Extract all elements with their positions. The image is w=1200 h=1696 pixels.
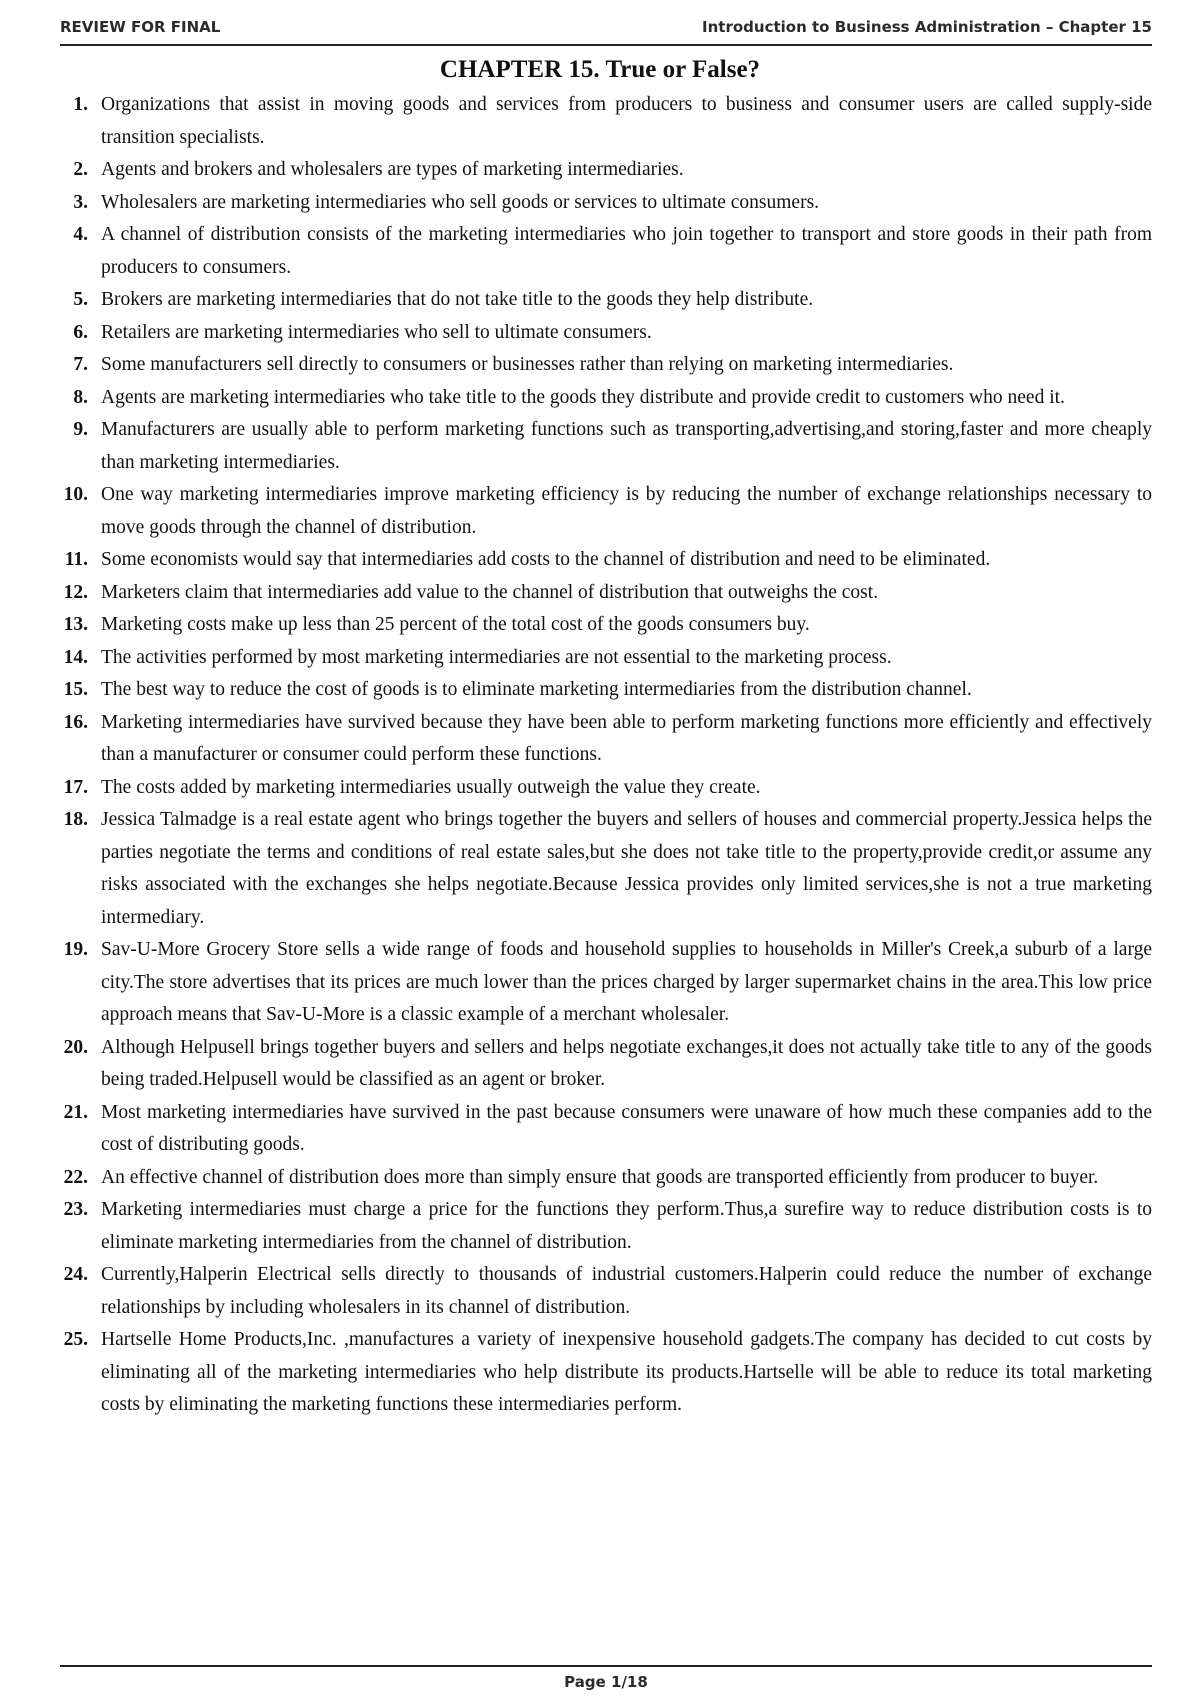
question-text: Currently,Halperin Electrical sells directly to thousands of industrial customers.Halperin could reduce the number of exchange relationships by including wholesalers in its channel of distribution.: [101, 1264, 1152, 1318]
question-text: Some manufacturers sell directly to consumers or businesses rather than relying on marketing intermediaries.: [101, 354, 954, 375]
question-number: 1.: [73, 94, 88, 115]
question-item: [50, 479, 1152, 544]
question-number: 12.: [63, 581, 88, 603]
question-item: [50, 414, 1152, 479]
question-text: A channel of distribution consists of the marketing intermediaries who join together to transport and store goods in their path from producers to consumers.: [101, 224, 1152, 278]
question-number: 22.: [63, 1166, 88, 1188]
question-item: [50, 154, 1152, 187]
question-text: Some economists would say that intermediaries add costs to the channel of distribution and need to be eliminated.: [101, 549, 991, 570]
question-item: [50, 187, 1152, 220]
question-number: 8.: [73, 386, 88, 408]
page-footer: [60, 1665, 1152, 1691]
question-item: [50, 219, 1152, 284]
page-header: [60, 16, 1152, 46]
header-right-text: Introduction to Business Administration – Chapter 15: [702, 18, 1152, 36]
question-item: [50, 89, 1152, 154]
question-number: 5.: [73, 289, 88, 310]
question-number: 18.: [63, 809, 88, 830]
question-text: An effective channel of distribution does more than simply ensure that goods are transported efficiently from producer to buyer.: [101, 1166, 1099, 1188]
question-text: One way marketing intermediaries improve marketing efficiency is by reducing the number of exchange relationships necessary to move goods through the channel of distribution.: [101, 484, 1152, 538]
question-item: [50, 934, 1152, 1032]
question-list: [50, 89, 1152, 1422]
question-text: Brokers are marketing intermediaries that do not take title to the goods they help distribute.: [101, 289, 814, 310]
question-number: 14.: [63, 646, 88, 668]
question-item: [50, 317, 1152, 350]
question-number: 17.: [63, 776, 88, 798]
question-text: The best way to reduce the cost of goods is to eliminate marketing intermediaries from the distribution channel.: [101, 679, 972, 700]
question-text: The costs added by marketing intermediaries usually outweigh the value they create.: [101, 776, 761, 798]
chapter-title: CHAPTER 15. True or False?: [439, 56, 761, 83]
question-text: Jessica Talmadge is a real estate agent who brings together the buyers and sellers of houses and commercial property.Jessica helps the parties negotiate the terms and conditions of real estate sales,but she does not take title to the property,provide credit,or assume any risks associated with the exchanges she helps negotiate.Because Jessica provides only limited services,she is not a true marketing intermediary.: [101, 809, 1152, 928]
question-item: [50, 1324, 1152, 1422]
question-item: [50, 1194, 1152, 1259]
question-text: Sav-U-More Grocery Store sells a wide range of foods and household supplies to households in Miller's Creek,a suburb of a large city.The store advertises that its prices are much lower than the prices charged by larger supermarket chains in the area.This low price approach means that Sav-U-More is a classic example of a merchant wholesaler.: [101, 939, 1152, 1025]
question-number: 20.: [63, 1036, 88, 1058]
page-number: Page 1/18: [564, 1673, 648, 1691]
question-item: [50, 707, 1152, 772]
question-text: The activities performed by most marketing intermediaries are not essential to the marketing process.: [101, 646, 892, 668]
question-number: 25.: [63, 1329, 88, 1350]
question-text: Marketing intermediaries have survived because they have been able to perform marketing functions more efficiently and effectively than a manufacturer or consumer could perform these functions.: [101, 711, 1152, 765]
question-number: 16.: [63, 711, 88, 733]
header-left-text: REVIEW FOR FINAL: [60, 18, 221, 36]
question-number: 7.: [73, 354, 88, 375]
question-number: 13.: [63, 614, 88, 635]
question-item: [50, 284, 1152, 317]
question-text: Agents and brokers and wholesalers are types of marketing intermediaries.: [101, 159, 684, 180]
question-text: Organizations that assist in moving goods and services from producers to business and consumer users are called supply-side transition specialists.: [101, 94, 1152, 148]
question-number: 4.: [73, 224, 88, 245]
question-text: Manufacturers are usually able to perform marketing functions such as transporting,advertising,and storing,faster and more cheaply than marketing intermediaries.: [101, 419, 1152, 473]
question-number: 11.: [64, 549, 88, 570]
question-number: 6.: [73, 321, 88, 343]
question-number: 19.: [63, 939, 88, 960]
question-number: 2.: [73, 159, 88, 180]
question-item: [50, 609, 1152, 642]
question-item: [50, 1162, 1152, 1195]
question-item: [50, 382, 1152, 415]
question-text: Retailers are marketing intermediaries who sell to ultimate consumers.: [101, 321, 652, 343]
question-text: Agents are marketing intermediaries who take title to the goods they distribute and provide credit to customers who need it.: [101, 386, 1065, 408]
question-text: Marketing costs make up less than 25 percent of the total cost of the goods consumers buy.: [101, 614, 810, 635]
question-number: 9.: [73, 419, 88, 440]
question-text: Marketers claim that intermediaries add value to the channel of distribution that outweighs the cost.: [101, 581, 879, 603]
question-number: 3.: [73, 191, 88, 213]
question-text: Although Helpusell brings together buyers and sellers and helps negotiate exchanges,it does not actually take title to any of the goods being traded.Helpusell would be classified as an agent or broker.: [101, 1036, 1152, 1090]
question-item: [50, 642, 1152, 675]
question-item: [50, 577, 1152, 610]
question-text: Most marketing intermediaries have survived in the past because consumers were unaware of how much these companies add to the cost of distributing goods.: [101, 1101, 1152, 1155]
question-item: [50, 544, 1152, 577]
question-number: 21.: [63, 1101, 88, 1123]
question-item: [50, 349, 1152, 382]
question-item: [50, 772, 1152, 805]
question-number: 23.: [63, 1199, 88, 1220]
question-item: [50, 1032, 1152, 1097]
question-text: Hartselle Home Products,Inc. ,manufactures a variety of inexpensive household gadgets.The company has decided to cut costs by eliminating all of the marketing intermediaries who help distribute its products.Hartselle will be able to reduce its total marketing costs by eliminating the marketing functions these intermediaries perform.: [101, 1329, 1152, 1415]
question-number: 15.: [63, 679, 88, 700]
question-item: [50, 1259, 1152, 1324]
question-item: [50, 1097, 1152, 1162]
question-text: Wholesalers are marketing intermediaries who sell goods or services to ultimate consumers.: [101, 191, 820, 213]
question-text: Marketing intermediaries must charge a price for the functions they perform.Thus,a surefire way to reduce distribution costs is to eliminate marketing intermediaries from the channel of distribution.: [101, 1199, 1152, 1253]
question-item: [50, 804, 1152, 934]
question-item: [50, 674, 1152, 707]
question-number: 10.: [63, 484, 88, 505]
question-number: 24.: [63, 1264, 88, 1285]
